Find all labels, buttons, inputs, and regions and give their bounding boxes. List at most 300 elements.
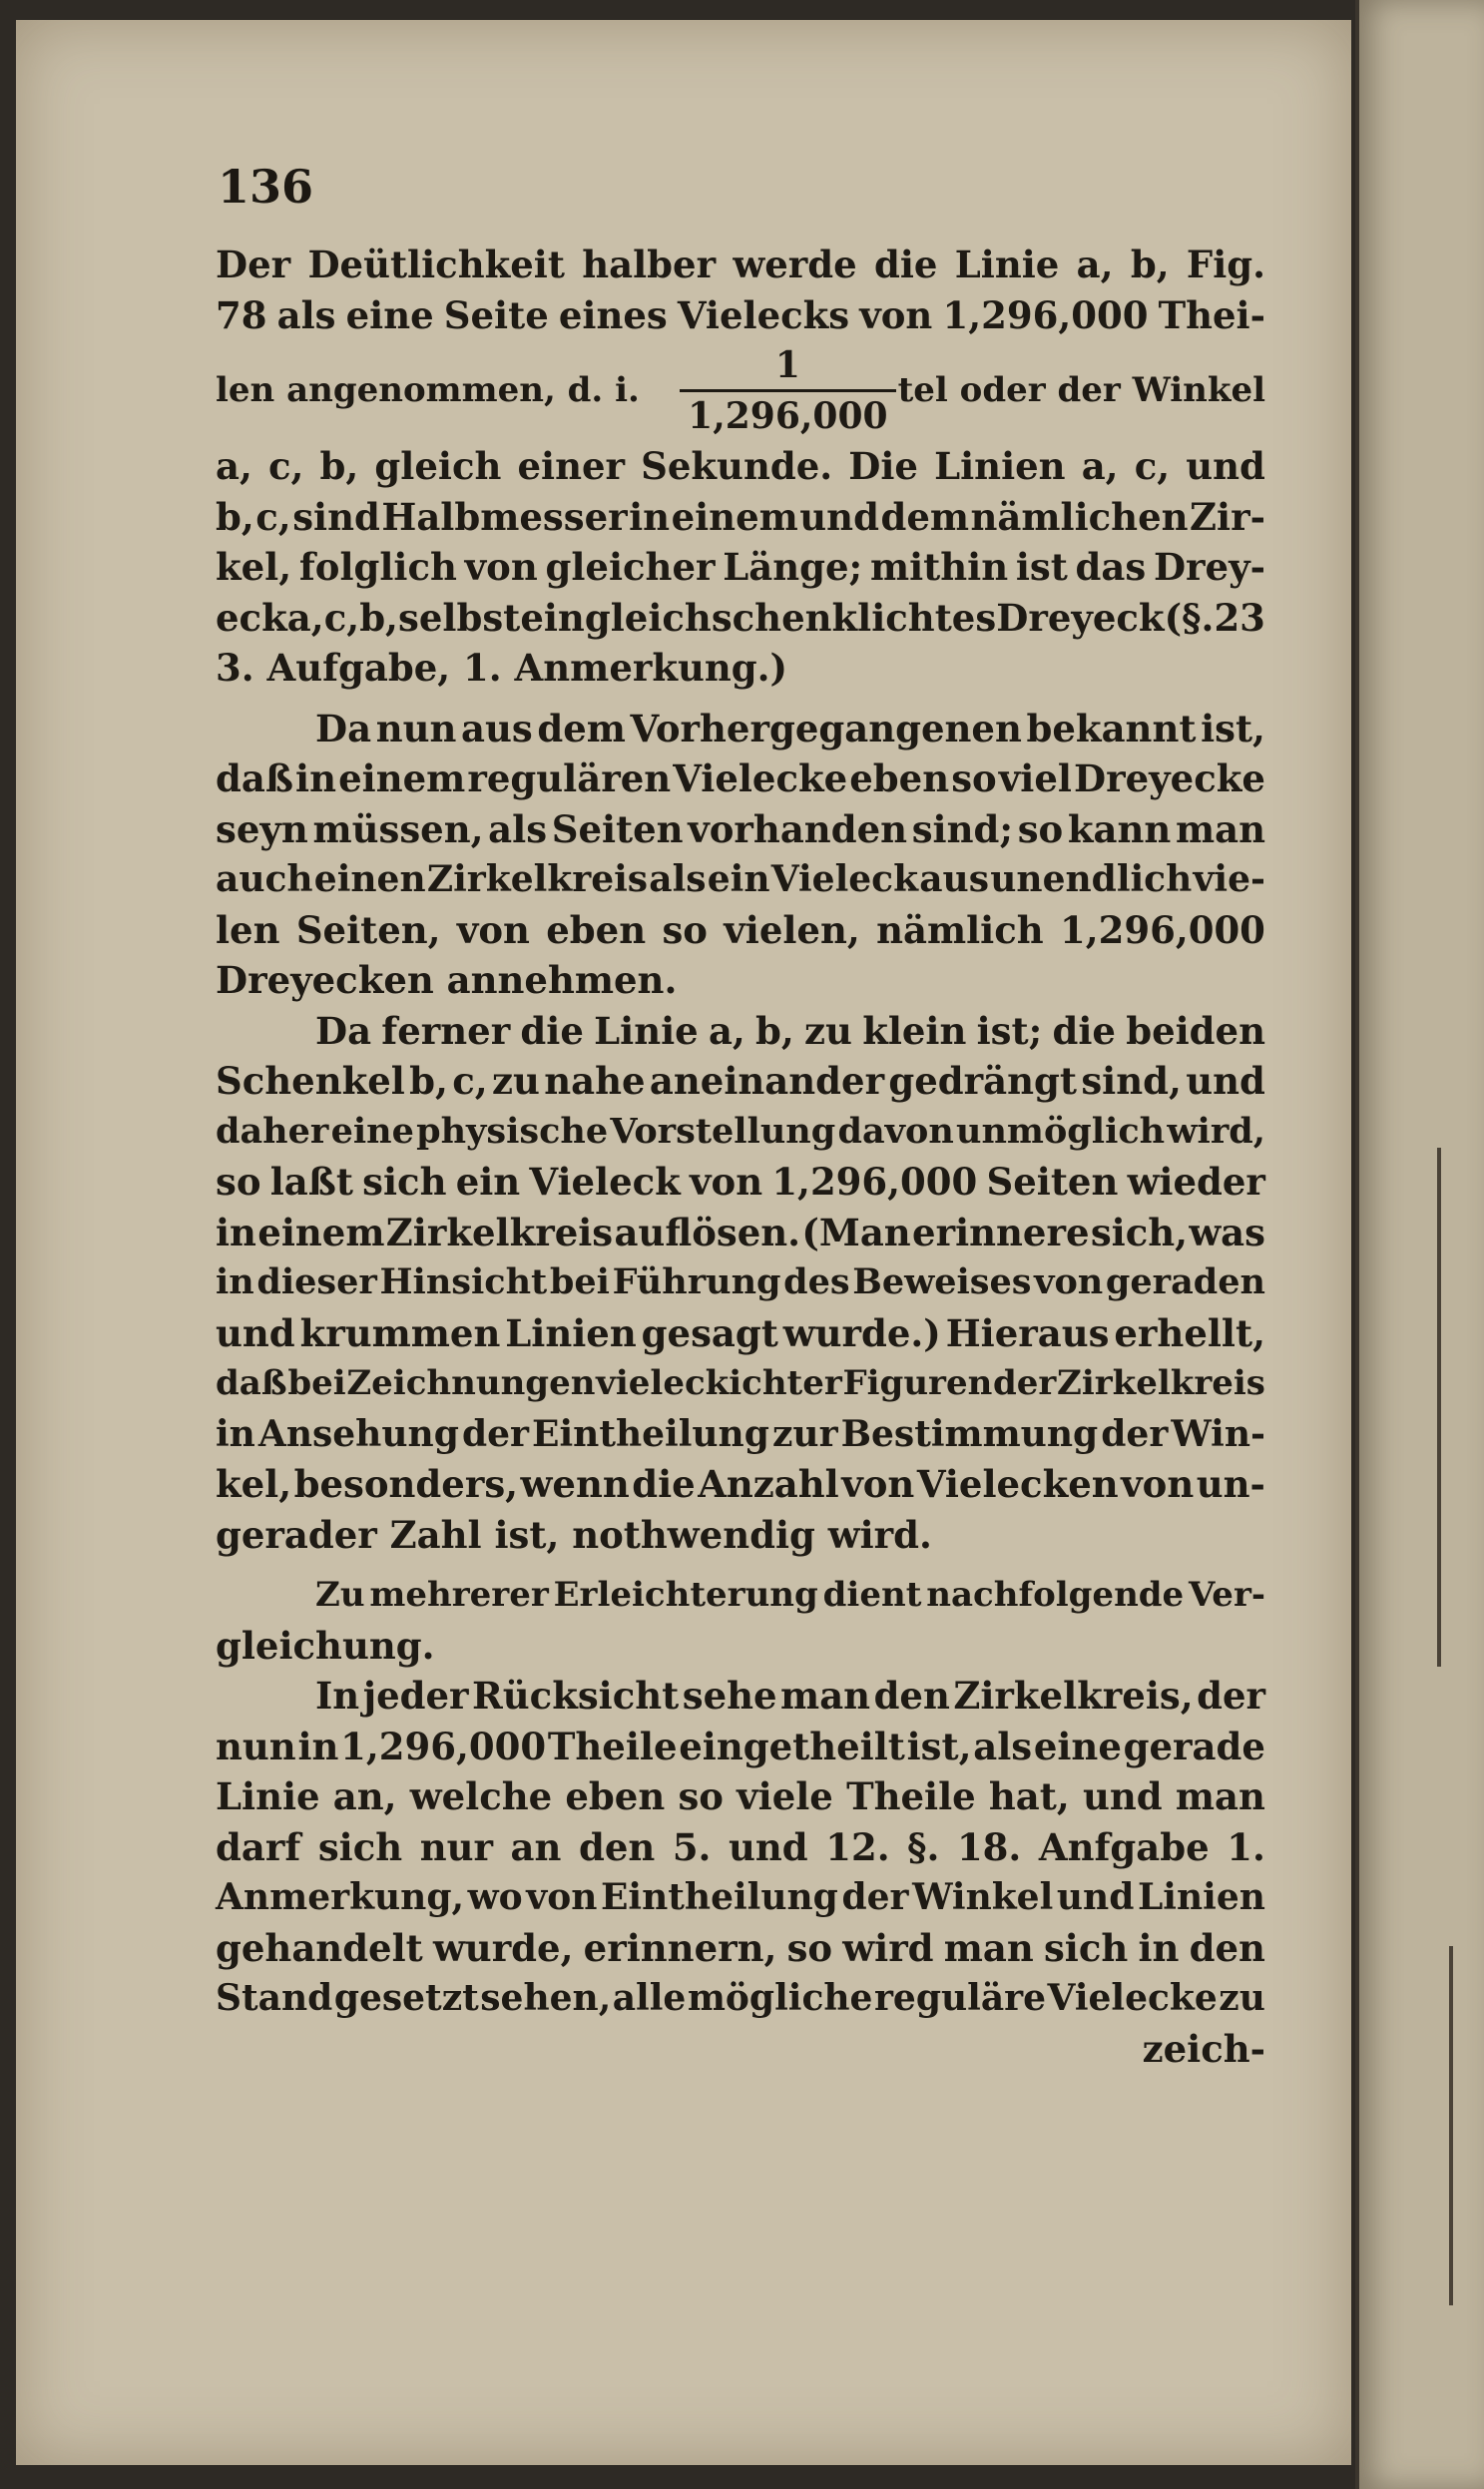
text-line: 3. Aufgabe, 1. Anmerkung.) — [216, 646, 788, 690]
word: Seite — [443, 292, 549, 337]
word: die — [874, 243, 938, 286]
word: mögliche — [687, 1977, 873, 2019]
word: zu — [492, 1059, 540, 1103]
word: vieleckichter — [596, 1363, 842, 1403]
word: auch — [216, 858, 313, 900]
word: ist; — [976, 1008, 1043, 1053]
word: mehrerer — [369, 1575, 549, 1615]
word: die — [520, 1008, 584, 1053]
word: Schenkel — [216, 1059, 405, 1103]
word: 1,296,000 — [1059, 907, 1265, 952]
word: Vorstellung — [610, 1110, 836, 1152]
text-line — [216, 1157, 1265, 1208]
word: dieser — [256, 1261, 377, 1302]
word: b, — [216, 494, 254, 539]
word: man — [943, 1925, 1034, 1970]
word: Linie — [216, 1774, 320, 1818]
word: vie- — [1193, 858, 1265, 900]
word: werde — [733, 243, 857, 286]
word: den — [1189, 1925, 1265, 1970]
text-line — [216, 1208, 1265, 1258]
text-line-with-fraction — [216, 340, 1265, 441]
word: gleichschenklichtes — [584, 595, 997, 640]
fraction — [680, 343, 895, 438]
word: von — [526, 1876, 598, 1918]
word: Win- — [1171, 1412, 1265, 1455]
word: a, — [1076, 243, 1114, 286]
word: physische — [416, 1110, 609, 1152]
word: in — [216, 1261, 254, 1302]
text-line — [216, 492, 1265, 543]
word: und — [799, 494, 879, 539]
word: man — [1175, 1774, 1265, 1818]
word: Eintheilung — [600, 1876, 838, 1918]
word: 5. — [672, 1824, 712, 1869]
fraction-numerator: 1 — [774, 344, 800, 386]
text-line — [216, 1570, 1265, 1621]
word: wenn — [520, 1462, 630, 1506]
word: kel, — [216, 545, 292, 589]
word: erinnere — [912, 1210, 1090, 1254]
word: vielen, — [724, 907, 860, 952]
text-line — [216, 1107, 1265, 1158]
text-fragment: len angenommen, d. i. — [216, 370, 640, 411]
word: a, — [216, 444, 252, 488]
word: Winkel — [912, 1876, 1054, 1918]
word: hat, — [988, 1774, 1070, 1818]
word: der — [841, 1876, 909, 1918]
word: von — [841, 1462, 915, 1506]
word: unendlich — [990, 858, 1193, 900]
word: Fig. — [1186, 243, 1265, 286]
word: c, — [452, 1059, 488, 1103]
word: Zirkelkreis, — [953, 1674, 1194, 1718]
word: müssen, — [312, 806, 484, 851]
word: Führung — [612, 1261, 781, 1302]
word: Vielecke — [1047, 1977, 1218, 2019]
word: ist — [1015, 545, 1068, 589]
text-line — [216, 1771, 1265, 1822]
word: viele — [737, 1774, 833, 1818]
word: so — [216, 1160, 261, 1204]
word: sich, — [1090, 1210, 1189, 1254]
word: einem — [338, 756, 466, 800]
word: gedrängt — [888, 1059, 1078, 1103]
word: Seiten, — [295, 907, 441, 952]
word: zu — [1219, 1977, 1265, 2019]
word: alle — [612, 1977, 687, 2019]
word: mithin — [869, 545, 1009, 589]
word: 1. — [1227, 1824, 1265, 1869]
word: selbst — [398, 595, 521, 640]
word: wo — [467, 1876, 523, 1918]
word: in — [297, 1724, 339, 1768]
word: 78 — [216, 292, 267, 337]
word: man — [780, 1674, 871, 1718]
word: Zeichnungen — [346, 1363, 596, 1403]
text-line — [216, 240, 1265, 290]
word: krummen — [299, 1310, 501, 1355]
word: unmöglich — [956, 1110, 1166, 1152]
word: c, — [255, 494, 291, 539]
word: gerade — [1123, 1724, 1265, 1768]
word: davon — [837, 1110, 954, 1152]
text-line — [216, 1358, 1265, 1409]
word: in — [216, 1210, 256, 1254]
word: geraden — [1105, 1261, 1265, 1302]
text-line — [216, 1923, 1265, 1974]
word: sich — [1043, 1925, 1129, 1970]
word: welche — [409, 1774, 553, 1818]
word: eine — [1033, 1724, 1122, 1768]
text-line — [216, 1722, 1265, 1772]
word: Hinsicht — [379, 1261, 548, 1302]
word: gehandelt — [216, 1925, 423, 1970]
word: die — [632, 1462, 696, 1506]
word: ein — [455, 1160, 521, 1204]
word: bekannt — [1026, 706, 1197, 750]
word: gesetzt — [333, 1977, 479, 2019]
word: sind; — [911, 806, 1014, 851]
text-line — [216, 542, 1265, 593]
word: reguläre — [873, 1977, 1047, 2019]
text-line — [216, 593, 1265, 644]
word: ist, — [1201, 706, 1265, 750]
word: (§. — [1164, 595, 1215, 640]
word: 1,296,000 — [942, 292, 1149, 337]
word: so — [678, 1774, 724, 1818]
page-number: 136 — [218, 160, 314, 214]
word: Halbmesser — [381, 494, 628, 539]
word: als — [649, 858, 707, 900]
word: und — [1186, 444, 1265, 488]
word: und — [1082, 1774, 1163, 1818]
word: Anzahl — [698, 1462, 839, 1506]
word: Da — [315, 1008, 372, 1053]
word: Bestimmung — [840, 1412, 1099, 1455]
word: Theile — [547, 1724, 678, 1768]
word: die — [1052, 1008, 1116, 1053]
word: un- — [1196, 1462, 1265, 1506]
word: auflösen. — [614, 1210, 801, 1254]
word: b, — [319, 444, 359, 488]
word: besonders, — [293, 1462, 519, 1506]
word: a, — [1081, 444, 1119, 488]
word: man — [1175, 806, 1265, 851]
word: Seiten — [986, 1160, 1119, 1204]
word: daß — [216, 756, 293, 800]
word: als — [973, 1724, 1033, 1768]
word: gleich — [374, 444, 502, 488]
word: an — [510, 1824, 562, 1869]
word: erhellt, — [1114, 1310, 1265, 1355]
word: nur — [419, 1824, 493, 1869]
text-line — [216, 1056, 1265, 1107]
word: a, — [708, 1008, 745, 1053]
word: folglich — [298, 545, 457, 589]
word: Rücksicht — [472, 1674, 680, 1718]
word: Sekunde. — [641, 444, 833, 488]
text-line — [216, 1459, 1265, 1510]
word: In — [315, 1674, 360, 1718]
word: zur — [771, 1412, 838, 1455]
word: der — [1197, 1674, 1265, 1718]
text-line — [216, 1409, 1265, 1460]
text-line: Dreyecken annehmen. — [216, 958, 678, 1002]
word: von — [690, 1160, 763, 1204]
word: Vieleck — [770, 858, 919, 900]
word: darf — [216, 1824, 301, 1869]
fraction-denominator: 1,296,000 — [680, 389, 895, 438]
word: dem — [880, 494, 970, 539]
word: aus — [919, 858, 990, 900]
text-line: gleichung. — [216, 1623, 435, 1668]
word: regulären — [467, 756, 672, 800]
word: jeder — [362, 1674, 469, 1718]
word: einen — [313, 858, 426, 900]
text-line — [216, 753, 1265, 804]
word: und — [216, 1310, 295, 1355]
word: sind, — [1081, 1059, 1182, 1103]
word: Hieraus — [945, 1310, 1110, 1355]
word: daß — [216, 1363, 287, 1403]
word: laßt — [269, 1160, 353, 1204]
word: Der — [216, 243, 291, 286]
word: aus — [461, 706, 533, 750]
word: wird, — [1167, 1110, 1265, 1152]
word: ein — [520, 595, 585, 640]
word: Zirkelkreis — [1057, 1363, 1265, 1403]
word: Theile — [846, 1774, 976, 1818]
word: gleicher — [545, 545, 716, 589]
word: Ansehung — [257, 1412, 459, 1455]
word: Thei- — [1158, 292, 1265, 337]
word: Dreyecke — [1074, 756, 1265, 800]
catchword: zeich- — [1142, 2026, 1265, 2071]
text-line — [216, 1671, 1265, 1722]
word: 1,296,000 — [771, 1160, 978, 1204]
word: als — [276, 292, 336, 337]
word: Vielecke — [673, 756, 848, 800]
word: zu — [804, 1008, 852, 1053]
word: von — [1034, 1261, 1104, 1302]
word: halber — [582, 243, 717, 286]
word: Vielecks — [677, 292, 850, 337]
word: Anfgabe — [1038, 1824, 1210, 1869]
word: eines — [558, 292, 668, 337]
word: Die — [848, 444, 918, 488]
word: einem — [671, 494, 798, 539]
text-line — [216, 1308, 1265, 1359]
word: Zirkelkreis — [385, 1210, 614, 1254]
word: c, — [1134, 444, 1171, 488]
word: der — [461, 1412, 529, 1455]
word: ist, — [906, 1724, 972, 1768]
word: Linien — [934, 444, 1066, 488]
gutter-shadow — [1437, 1148, 1441, 1667]
word: kann — [1067, 806, 1172, 851]
word: ein — [707, 858, 770, 900]
word: einer — [517, 444, 626, 488]
word: Vorhergegangenen — [630, 706, 1022, 750]
word: Da — [315, 706, 372, 750]
word: len — [216, 907, 280, 952]
word: dem — [537, 706, 626, 750]
word: eben — [565, 1774, 666, 1818]
word: a, — [286, 595, 324, 640]
word: bei — [549, 1261, 610, 1302]
word: und — [729, 1824, 808, 1869]
word: eck — [216, 595, 287, 640]
word: an, — [332, 1774, 397, 1818]
word: Ver- — [1189, 1575, 1265, 1615]
text-line — [216, 1973, 1265, 2024]
word: wieder — [1127, 1160, 1265, 1204]
word: Stand — [216, 1977, 333, 2019]
word: nachfolgende — [926, 1575, 1185, 1615]
word: als — [488, 806, 548, 851]
word: sehe — [682, 1674, 777, 1718]
word: nun — [375, 706, 457, 750]
word: und — [1186, 1059, 1265, 1103]
word: wurde, — [432, 1925, 574, 1970]
word: b, — [359, 595, 398, 640]
word: Seiten — [551, 806, 684, 851]
word: in — [295, 756, 337, 800]
word: 12. — [825, 1824, 890, 1869]
word: eben — [849, 756, 950, 800]
word: so — [951, 756, 997, 800]
word: vorhanden — [688, 806, 908, 851]
word: kel, — [216, 1462, 292, 1506]
text-fragment: tel oder der Winkel — [897, 370, 1265, 411]
word: Zir- — [1190, 494, 1265, 539]
word: was — [1189, 1210, 1265, 1254]
word: sind — [292, 494, 380, 539]
word: Zu — [315, 1575, 365, 1615]
text-line — [216, 1872, 1265, 1923]
word: Zirkelkreis — [426, 858, 649, 900]
text-line — [216, 1822, 1265, 1873]
word: dient — [822, 1575, 922, 1615]
word: der — [993, 1363, 1057, 1403]
word: Deütlichkeit — [307, 243, 565, 286]
word: bei — [287, 1363, 346, 1403]
text-line — [216, 854, 1265, 905]
word: den — [578, 1824, 656, 1869]
text-line — [216, 441, 1265, 492]
word: §. — [907, 1824, 940, 1869]
word: wurde.) — [782, 1310, 941, 1355]
fraction-group — [660, 343, 1265, 438]
word: Beweises — [852, 1261, 1032, 1302]
word: des — [783, 1261, 850, 1302]
word: so — [1017, 806, 1064, 851]
word: Linie — [954, 243, 1060, 286]
word: das — [1075, 545, 1147, 589]
word: nämlichen — [970, 494, 1189, 539]
word: eine — [345, 292, 434, 337]
word: von — [1121, 1462, 1195, 1506]
word: einem — [257, 1210, 385, 1254]
text-line: gerader Zahl ist, nothwendig wird. — [216, 1512, 932, 1557]
word: von — [456, 907, 530, 952]
word: 23 — [1214, 595, 1265, 640]
word: eine — [330, 1110, 414, 1152]
word: eben — [546, 907, 647, 952]
word: 18. — [956, 1824, 1022, 1869]
word: Linien — [505, 1310, 637, 1355]
word: Erleichterung — [553, 1575, 818, 1615]
word: sich — [317, 1824, 403, 1869]
word: erinnern, — [583, 1925, 777, 1970]
word: b, — [755, 1008, 794, 1053]
word: in — [629, 494, 671, 539]
word: Vielecken — [916, 1462, 1119, 1506]
word: Vieleck — [529, 1160, 681, 1204]
word: von — [464, 545, 538, 589]
word: c, — [323, 595, 360, 640]
word: seyn — [216, 806, 308, 851]
word: Eintheilung — [532, 1412, 769, 1455]
text-line — [216, 905, 1265, 956]
word: Drey- — [1153, 545, 1265, 589]
text-line — [216, 1257, 1265, 1308]
word: 1,296,000 — [340, 1724, 547, 1768]
word: Figuren — [842, 1363, 993, 1403]
word: daher — [216, 1110, 329, 1152]
word: nämlich — [876, 907, 1044, 952]
text-line — [216, 290, 1265, 341]
text-line — [216, 1006, 1265, 1057]
word: Linie — [594, 1008, 699, 1053]
word: Linien — [1137, 1876, 1265, 1918]
word: (Man — [801, 1210, 911, 1254]
word: beiden — [1126, 1008, 1265, 1053]
word: in — [216, 1412, 255, 1455]
text-line — [216, 704, 1265, 754]
word: gesagt — [641, 1310, 778, 1355]
word: der — [1101, 1412, 1169, 1455]
word: Anmerkung, — [216, 1876, 465, 1918]
word: ferner — [381, 1008, 511, 1053]
word: sich — [362, 1160, 447, 1204]
word: klein — [862, 1008, 967, 1053]
adjacent-page-edge — [1355, 0, 1484, 2489]
word: viel — [998, 756, 1072, 800]
word: b, — [409, 1059, 448, 1103]
word: Länge; — [723, 545, 863, 589]
word: in — [1138, 1925, 1180, 1970]
gutter-shadow — [1449, 1946, 1453, 2305]
word: b, — [1130, 243, 1170, 286]
word: eingetheilt — [679, 1724, 905, 1768]
word: sehen, — [480, 1977, 612, 2019]
word: nahe — [544, 1059, 646, 1103]
word: c, — [267, 444, 304, 488]
word: von — [859, 292, 933, 337]
word: wird — [842, 1925, 934, 1970]
body-text — [216, 240, 1265, 2074]
word: so — [786, 1925, 833, 1970]
word: aneinander — [649, 1059, 885, 1103]
word: nun — [216, 1724, 296, 1768]
word: den — [873, 1674, 950, 1718]
word: so — [662, 907, 708, 952]
text-line — [216, 804, 1265, 855]
word: Dreyeck — [996, 595, 1165, 640]
word: und — [1056, 1876, 1135, 1918]
